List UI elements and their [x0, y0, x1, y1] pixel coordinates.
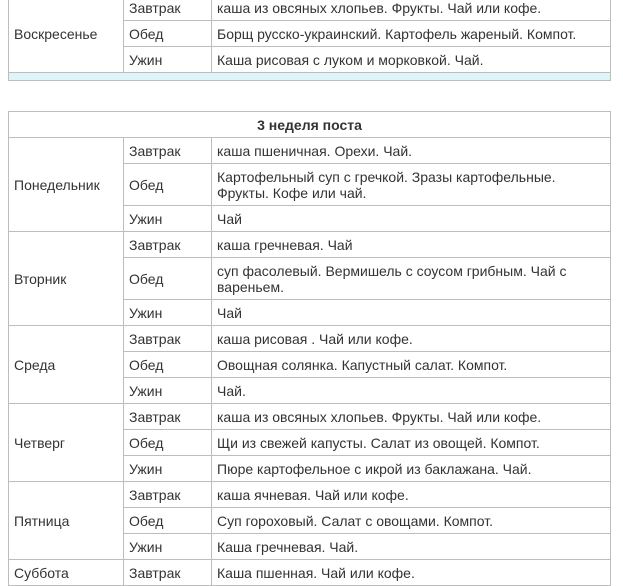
table-row — [9, 482, 611, 508]
table-row — [9, 138, 611, 164]
dish-cell: каша из овсяных хлопьев. Фрукты. Чай или кофе. — [212, 404, 611, 430]
dish-cell: каша рисовая . Чай или кофе. — [212, 326, 611, 352]
meal-cell: Обед — [124, 352, 212, 378]
separator-cell — [9, 73, 611, 81]
dish-cell: каша гречневая. Чай — [212, 232, 611, 258]
meal-cell: Ужин — [124, 47, 212, 73]
day-cell: Пятница — [9, 482, 124, 560]
dish-cell: Суп гороховый. Салат с овощами. Компот. — [212, 508, 611, 534]
dish-cell: Каша рисовая с луком и морковкой. Чай. — [212, 47, 611, 73]
day-cell: Среда — [9, 326, 124, 404]
meal-cell: Завтрак — [124, 138, 212, 164]
day-cell: Вторник — [9, 232, 124, 326]
week-2-menu-table — [8, 0, 611, 81]
meal-cell: Обед — [124, 258, 212, 300]
dish-cell: Борщ русско-украинский. Картофель жареный. Компот. — [212, 21, 611, 47]
dish-cell: Картофельный суп с гречкой. Зразы картофельные. Фрукты. Кофе или чай. — [212, 164, 611, 206]
meal-cell: Ужин — [124, 378, 212, 404]
week-3-menu-table — [8, 111, 611, 586]
day-cell: Воскресенье — [9, 0, 124, 73]
meal-cell: Ужин — [124, 456, 212, 482]
meal-cell: Завтрак — [124, 560, 212, 586]
day-cell: Четверг — [9, 404, 124, 482]
day-cell: Суббота — [9, 560, 124, 586]
dish-cell: Каша гречневая. Чай. — [212, 534, 611, 560]
dish-cell: Чай — [212, 206, 611, 232]
dish-cell: каша ячневая. Чай или кофе. — [212, 482, 611, 508]
dish-cell: Овощная солянка. Капустный салат. Компот. — [212, 352, 611, 378]
dish-cell: Каша пшенная. Чай или кофе. — [212, 560, 611, 586]
week-title: 3 неделя поста — [9, 112, 611, 138]
day-cell: Понедельник — [9, 138, 124, 232]
meal-cell: Ужин — [124, 300, 212, 326]
meal-cell: Ужин — [124, 534, 212, 560]
meal-cell: Завтрак — [124, 232, 212, 258]
dish-cell: Пюре картофельное с икрой из баклажана. Чай. — [212, 456, 611, 482]
dish-cell: суп фасолевый. Вермишель с соусом грибным. Чай с вареньем. — [212, 258, 611, 300]
table-row — [9, 560, 611, 586]
meal-cell: Обед — [124, 508, 212, 534]
meal-cell: Завтрак — [124, 326, 212, 352]
dish-cell: Чай. — [212, 378, 611, 404]
dish-cell: каша из овсяных хлопьев. Фрукты. Чай или кофе. — [212, 0, 611, 21]
table-row — [9, 0, 611, 21]
meal-cell: Завтрак — [124, 404, 212, 430]
meal-cell: Завтрак — [124, 482, 212, 508]
dish-cell: Щи из свежей капусты. Салат из овощей. Компот. — [212, 430, 611, 456]
dish-cell: каша пшеничная. Орехи. Чай. — [212, 138, 611, 164]
meal-cell: Завтрак — [124, 0, 212, 21]
table-row — [9, 232, 611, 258]
meal-cell: Обед — [124, 430, 212, 456]
meal-cell: Обед — [124, 164, 212, 206]
table-row — [9, 404, 611, 430]
table-separator-row — [9, 73, 611, 81]
meal-cell: Обед — [124, 21, 212, 47]
dish-cell: Чай — [212, 300, 611, 326]
table-row — [9, 326, 611, 352]
meal-cell: Ужин — [124, 206, 212, 232]
table-header-row — [9, 112, 611, 138]
